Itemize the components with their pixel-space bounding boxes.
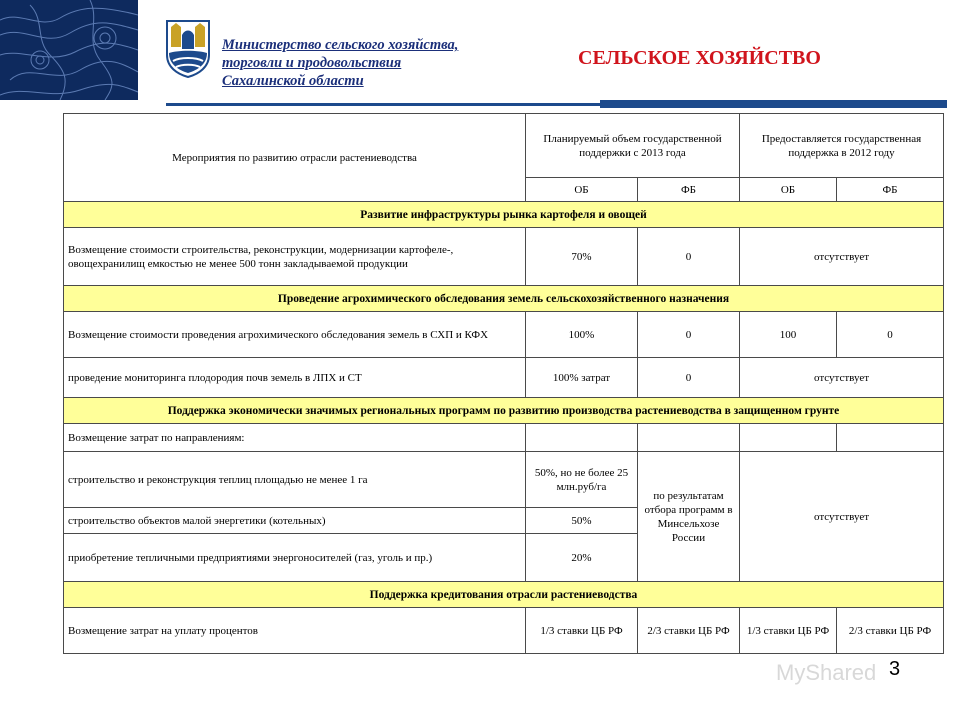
header-fb-planned: ФБ	[638, 178, 740, 202]
cell-fb: 0	[638, 358, 740, 398]
cell-ob: 50%, но не более 25 млн.руб/га	[526, 452, 638, 508]
cell-ob-provided: 1/3 ставки ЦБ РФ	[740, 608, 837, 654]
section-title: Поддержка экономически значимых региональных программ по развитию производства растениеводства в защищенном грунте	[64, 398, 944, 424]
table-row	[64, 608, 944, 654]
support-table	[63, 113, 944, 654]
header-rule-thick	[600, 100, 947, 108]
cell-ob: 20%	[526, 534, 638, 582]
cell-fb-merged: по результатам отбора программ в Минсельхозе России	[638, 452, 740, 582]
cell-ob: 100%	[526, 312, 638, 358]
measure-name: Возмещение стоимости проведения агрохимического обследования земель в СХП и КФХ	[64, 312, 526, 358]
section-title: Проведение агрохимического обследования земель сельскохозяйственного назначения	[64, 286, 944, 312]
cell-provided-merged: отсутствует	[740, 452, 944, 582]
cell-fb-provided: 0	[837, 312, 944, 358]
measure-name: строительство и реконструкция теплиц площадью не менее 1 га	[64, 452, 526, 508]
ministry-name	[222, 36, 522, 90]
measure-name: приобретение тепличными предприятиями энергоносителей (газ, уголь и пр.)	[64, 534, 526, 582]
cell-ob-provided: 100	[740, 312, 837, 358]
cell-fb: 0	[638, 228, 740, 286]
table-row	[64, 312, 944, 358]
section-row	[64, 202, 944, 228]
cell-fb-provided: 2/3 ставки ЦБ РФ	[837, 608, 944, 654]
empty-cell	[837, 424, 944, 452]
ministry-line: торговли и продовольствия	[222, 55, 402, 71]
measure-name: Возмещение затрат по направлениям:	[64, 424, 526, 452]
page-title: СЕЛЬСКОЕ ХОЗЯЙСТВО	[578, 47, 821, 69]
measure-name: Возмещение затрат на уплату процентов	[64, 608, 526, 654]
measure-name: проведение мониторинга плодородия почв земель в ЛПХ и СТ	[64, 358, 526, 398]
cell-fb: 0	[638, 312, 740, 358]
section-row	[64, 286, 944, 312]
header-rule-thin	[166, 103, 601, 106]
cell-fb: 2/3 ставки ЦБ РФ	[638, 608, 740, 654]
header-fb-provided: ФБ	[837, 178, 944, 202]
empty-cell	[526, 424, 638, 452]
measure-name: Возмещение стоимости строительства, реконструкции, модернизации картофеле-, овощехранилищ емкостью не менее 500 тонн закладываемой продукции	[64, 228, 526, 286]
cell-ob: 50%	[526, 508, 638, 534]
cell-ob: 1/3 ставки ЦБ РФ	[526, 608, 638, 654]
cell-ob: 100% затрат	[526, 358, 638, 398]
ministry-line: Сахалинской области	[222, 73, 364, 89]
header-provided: Предоставляется государственная поддержка в 2012 году	[740, 114, 944, 178]
table-row	[64, 358, 944, 398]
topographic-map-decoration	[0, 0, 138, 100]
header-ob-planned: ОБ	[526, 178, 638, 202]
header-planned: Планируемый объем государственной поддержки с 2013 года	[526, 114, 740, 178]
header-ob-provided: ОБ	[740, 178, 837, 202]
empty-cell	[740, 424, 837, 452]
cell-ob: 70%	[526, 228, 638, 286]
table-row	[64, 424, 944, 452]
empty-cell	[638, 424, 740, 452]
watermark: MyShared	[776, 660, 877, 685]
ministry-line: Министерство сельского хозяйства,	[222, 37, 459, 53]
header-measures: Мероприятия по развитию отрасли растениеводства	[64, 114, 526, 202]
section-title: Поддержка кредитования отрасли растениеводства	[64, 582, 944, 608]
cell-provided: отсутствует	[740, 358, 944, 398]
section-row	[64, 398, 944, 424]
table-row	[64, 228, 944, 286]
page-number: 3	[889, 658, 901, 680]
section-title: Развитие инфраструктуры рынка картофеля и овощей	[64, 202, 944, 228]
sakhalin-coat-of-arms-icon	[163, 17, 213, 79]
table-row	[64, 452, 944, 508]
measure-name: строительство объектов малой энергетики (котельных)	[64, 508, 526, 534]
table-header-row	[64, 114, 944, 178]
cell-provided: отсутствует	[740, 228, 944, 286]
section-row	[64, 582, 944, 608]
